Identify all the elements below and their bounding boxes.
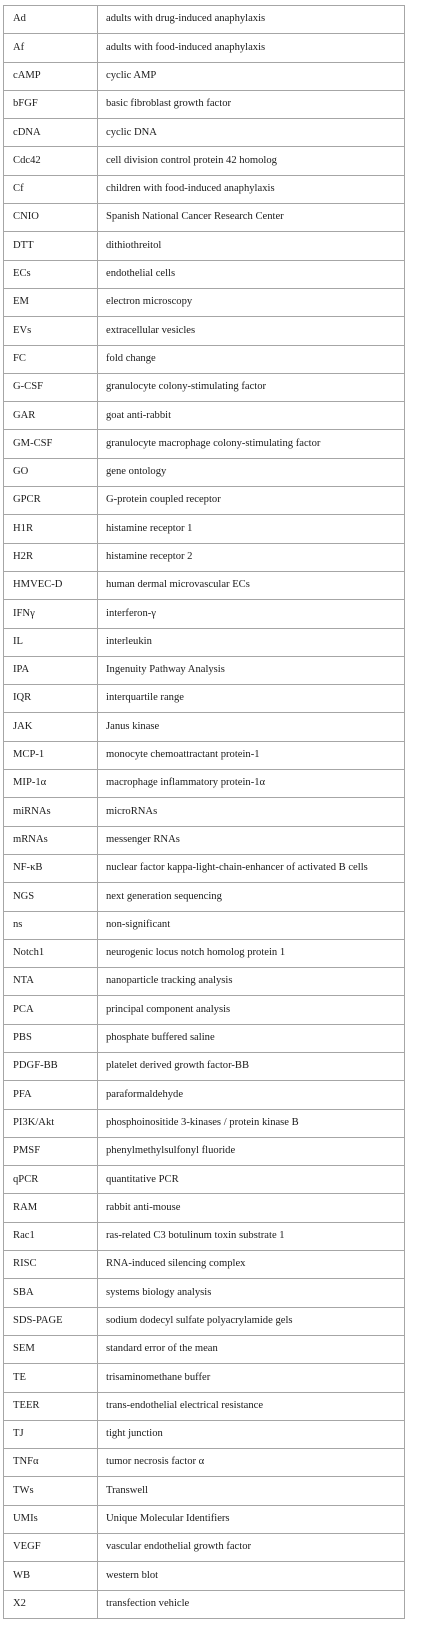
abbreviation-cell: NGS bbox=[4, 883, 98, 911]
abbreviation-cell: HMVEC-D bbox=[4, 571, 98, 599]
definition-cell: phenylmethylsulfonyl fluoride bbox=[98, 1137, 405, 1165]
definition-cell: cyclic DNA bbox=[98, 119, 405, 147]
table-row bbox=[4, 911, 405, 939]
table-row bbox=[4, 402, 405, 430]
abbreviations-table-container bbox=[3, 5, 404, 1619]
table-row bbox=[4, 90, 405, 118]
abbreviation-cell: cDNA bbox=[4, 119, 98, 147]
abbreviation-cell: PMSF bbox=[4, 1137, 98, 1165]
abbreviation-cell: RISC bbox=[4, 1251, 98, 1279]
definition-cell: cyclic AMP bbox=[98, 62, 405, 90]
abbreviation-cell: FC bbox=[4, 345, 98, 373]
abbreviation-cell: mRNAs bbox=[4, 826, 98, 854]
table-row bbox=[4, 1109, 405, 1137]
definition-cell: human dermal microvascular ECs bbox=[98, 571, 405, 599]
definition-cell: phosphate buffered saline bbox=[98, 1024, 405, 1052]
table-row bbox=[4, 854, 405, 882]
abbreviation-cell: NTA bbox=[4, 968, 98, 996]
table-row bbox=[4, 1251, 405, 1279]
abbreviation-cell: TJ bbox=[4, 1420, 98, 1448]
definition-cell: histamine receptor 2 bbox=[98, 543, 405, 571]
abbreviation-cell: SBA bbox=[4, 1279, 98, 1307]
table-row bbox=[4, 260, 405, 288]
definition-cell: Janus kinase bbox=[98, 713, 405, 741]
definition-cell: Ingenuity Pathway Analysis bbox=[98, 656, 405, 684]
definition-cell: histamine receptor 1 bbox=[98, 515, 405, 543]
abbreviation-cell: PBS bbox=[4, 1024, 98, 1052]
definition-cell: platelet derived growth factor-BB bbox=[98, 1052, 405, 1080]
abbreviation-cell: TWs bbox=[4, 1477, 98, 1505]
abbreviation-cell: RAM bbox=[4, 1194, 98, 1222]
definition-cell: tight junction bbox=[98, 1420, 405, 1448]
table-row bbox=[4, 770, 405, 798]
definition-cell: endothelial cells bbox=[98, 260, 405, 288]
abbreviation-cell: EVs bbox=[4, 317, 98, 345]
definition-cell: neurogenic locus notch homolog protein 1 bbox=[98, 939, 405, 967]
abbreviation-cell: Rac1 bbox=[4, 1222, 98, 1250]
definition-cell: quantitative PCR bbox=[98, 1166, 405, 1194]
abbreviation-cell: qPCR bbox=[4, 1166, 98, 1194]
abbreviation-cell: H1R bbox=[4, 515, 98, 543]
definition-cell: Unique Molecular Identifiers bbox=[98, 1505, 405, 1533]
abbreviation-cell: Ad bbox=[4, 6, 98, 34]
table-row bbox=[4, 1194, 405, 1222]
definition-cell: gene ontology bbox=[98, 458, 405, 486]
abbreviation-cell: Notch1 bbox=[4, 939, 98, 967]
definition-cell: granulocyte macrophage colony-stimulating factor bbox=[98, 430, 405, 458]
table-row bbox=[4, 1137, 405, 1165]
definition-cell: fold change bbox=[98, 345, 405, 373]
abbreviation-cell: IQR bbox=[4, 685, 98, 713]
abbreviation-cell: IPA bbox=[4, 656, 98, 684]
abbreviation-cell: ns bbox=[4, 911, 98, 939]
definition-cell: systems biology analysis bbox=[98, 1279, 405, 1307]
definition-cell: adults with drug-induced anaphylaxis bbox=[98, 6, 405, 34]
definition-cell: Transwell bbox=[98, 1477, 405, 1505]
definition-cell: G-protein coupled receptor bbox=[98, 487, 405, 515]
definition-cell: cell division control protein 42 homolog bbox=[98, 147, 405, 175]
table-row bbox=[4, 543, 405, 571]
table-row bbox=[4, 826, 405, 854]
table-row bbox=[4, 1590, 405, 1618]
table-row bbox=[4, 204, 405, 232]
definition-cell: rabbit anti-mouse bbox=[98, 1194, 405, 1222]
abbreviation-cell: GM-CSF bbox=[4, 430, 98, 458]
table-row bbox=[4, 1392, 405, 1420]
table-row bbox=[4, 1307, 405, 1335]
table-row bbox=[4, 487, 405, 515]
table-row bbox=[4, 1279, 405, 1307]
table-row bbox=[4, 713, 405, 741]
definition-cell: basic fibroblast growth factor bbox=[98, 90, 405, 118]
definition-cell: ras-related C3 botulinum toxin substrate 1 bbox=[98, 1222, 405, 1250]
definition-cell: nuclear factor kappa-light-chain-enhancer of activated B cells bbox=[98, 854, 405, 882]
table-row bbox=[4, 939, 405, 967]
definition-cell: granulocyte colony-stimulating factor bbox=[98, 373, 405, 401]
abbreviation-cell: TEER bbox=[4, 1392, 98, 1420]
definition-cell: RNA-induced silencing complex bbox=[98, 1251, 405, 1279]
definition-cell: trans-endothelial electrical resistance bbox=[98, 1392, 405, 1420]
definition-cell: transfection vehicle bbox=[98, 1590, 405, 1618]
table-row bbox=[4, 373, 405, 401]
table-row bbox=[4, 741, 405, 769]
table-row bbox=[4, 119, 405, 147]
abbreviation-cell: Af bbox=[4, 34, 98, 62]
table-row bbox=[4, 996, 405, 1024]
table-row bbox=[4, 147, 405, 175]
abbreviation-cell: GO bbox=[4, 458, 98, 486]
table-row bbox=[4, 317, 405, 345]
table-row bbox=[4, 1364, 405, 1392]
abbreviation-cell: CNIO bbox=[4, 204, 98, 232]
definition-cell: dithiothreitol bbox=[98, 232, 405, 260]
table-row bbox=[4, 656, 405, 684]
definition-cell: tumor necrosis factor α bbox=[98, 1449, 405, 1477]
table-row bbox=[4, 628, 405, 656]
table-row bbox=[4, 458, 405, 486]
table-row bbox=[4, 430, 405, 458]
table-row bbox=[4, 883, 405, 911]
table-row bbox=[4, 571, 405, 599]
abbreviation-cell: bFGF bbox=[4, 90, 98, 118]
definition-cell: electron microscopy bbox=[98, 288, 405, 316]
table-row bbox=[4, 288, 405, 316]
table-row bbox=[4, 1505, 405, 1533]
table-row bbox=[4, 62, 405, 90]
table-row bbox=[4, 175, 405, 203]
table-row bbox=[4, 232, 405, 260]
table-row bbox=[4, 1166, 405, 1194]
definition-cell: interquartile range bbox=[98, 685, 405, 713]
abbreviation-cell: NF-κB bbox=[4, 854, 98, 882]
abbreviation-cell: JAK bbox=[4, 713, 98, 741]
definition-cell: western blot bbox=[98, 1562, 405, 1590]
abbreviation-cell: miRNAs bbox=[4, 798, 98, 826]
definition-cell: messenger RNAs bbox=[98, 826, 405, 854]
definition-cell: monocyte chemoattractant protein-1 bbox=[98, 741, 405, 769]
abbreviations-table bbox=[3, 5, 405, 1619]
definition-cell: principal component analysis bbox=[98, 996, 405, 1024]
abbreviation-cell: IL bbox=[4, 628, 98, 656]
abbreviation-cell: PI3K/Akt bbox=[4, 1109, 98, 1137]
table-row bbox=[4, 34, 405, 62]
abbreviation-cell: SDS-PAGE bbox=[4, 1307, 98, 1335]
abbreviation-cell: GAR bbox=[4, 402, 98, 430]
abbreviation-cell: X2 bbox=[4, 1590, 98, 1618]
abbreviation-cell: G-CSF bbox=[4, 373, 98, 401]
definition-cell: macrophage inflammatory protein-1α bbox=[98, 770, 405, 798]
abbreviation-cell: Cdc42 bbox=[4, 147, 98, 175]
abbreviation-cell: Cf bbox=[4, 175, 98, 203]
abbreviation-cell: MCP-1 bbox=[4, 741, 98, 769]
table-row bbox=[4, 1052, 405, 1080]
definition-cell: standard error of the mean bbox=[98, 1335, 405, 1363]
table-row bbox=[4, 968, 405, 996]
definition-cell: next generation sequencing bbox=[98, 883, 405, 911]
definition-cell: extracellular vesicles bbox=[98, 317, 405, 345]
abbreviation-cell: VEGF bbox=[4, 1534, 98, 1562]
abbreviation-cell: cAMP bbox=[4, 62, 98, 90]
abbreviations-table-body bbox=[4, 6, 405, 1619]
table-row bbox=[4, 1534, 405, 1562]
definition-cell: nanoparticle tracking analysis bbox=[98, 968, 405, 996]
abbreviation-cell: IFNγ bbox=[4, 600, 98, 628]
table-row bbox=[4, 345, 405, 373]
table-row bbox=[4, 1420, 405, 1448]
abbreviation-cell: ECs bbox=[4, 260, 98, 288]
definition-cell: goat anti-rabbit bbox=[98, 402, 405, 430]
definition-cell: sodium dodecyl sulfate polyacrylamide gels bbox=[98, 1307, 405, 1335]
definition-cell: interleukin bbox=[98, 628, 405, 656]
abbreviation-cell: EM bbox=[4, 288, 98, 316]
abbreviation-cell: UMIs bbox=[4, 1505, 98, 1533]
definition-cell: Spanish National Cancer Research Center bbox=[98, 204, 405, 232]
abbreviation-cell: PDGF-BB bbox=[4, 1052, 98, 1080]
definition-cell: paraformaldehyde bbox=[98, 1081, 405, 1109]
abbreviation-cell: TNFα bbox=[4, 1449, 98, 1477]
definition-cell: microRNAs bbox=[98, 798, 405, 826]
table-row bbox=[4, 600, 405, 628]
abbreviation-cell: PCA bbox=[4, 996, 98, 1024]
table-row bbox=[4, 1477, 405, 1505]
table-row bbox=[4, 515, 405, 543]
table-row bbox=[4, 1081, 405, 1109]
table-row bbox=[4, 1449, 405, 1477]
definition-cell: adults with food-induced anaphylaxis bbox=[98, 34, 405, 62]
definition-cell: vascular endothelial growth factor bbox=[98, 1534, 405, 1562]
abbreviation-cell: MIP-1α bbox=[4, 770, 98, 798]
definition-cell: interferon-γ bbox=[98, 600, 405, 628]
abbreviation-cell: DTT bbox=[4, 232, 98, 260]
table-row bbox=[4, 6, 405, 34]
abbreviation-cell: WB bbox=[4, 1562, 98, 1590]
definition-cell: phosphoinositide 3-kinases / protein kinase B bbox=[98, 1109, 405, 1137]
table-row bbox=[4, 1222, 405, 1250]
abbreviation-cell: SEM bbox=[4, 1335, 98, 1363]
abbreviation-cell: H2R bbox=[4, 543, 98, 571]
abbreviation-cell: GPCR bbox=[4, 487, 98, 515]
definition-cell: children with food-induced anaphylaxis bbox=[98, 175, 405, 203]
table-row bbox=[4, 1562, 405, 1590]
table-row bbox=[4, 1024, 405, 1052]
table-row bbox=[4, 1335, 405, 1363]
abbreviation-cell: PFA bbox=[4, 1081, 98, 1109]
definition-cell: trisaminomethane buffer bbox=[98, 1364, 405, 1392]
table-row bbox=[4, 798, 405, 826]
table-row bbox=[4, 685, 405, 713]
abbreviation-cell: TE bbox=[4, 1364, 98, 1392]
definition-cell: non-significant bbox=[98, 911, 405, 939]
